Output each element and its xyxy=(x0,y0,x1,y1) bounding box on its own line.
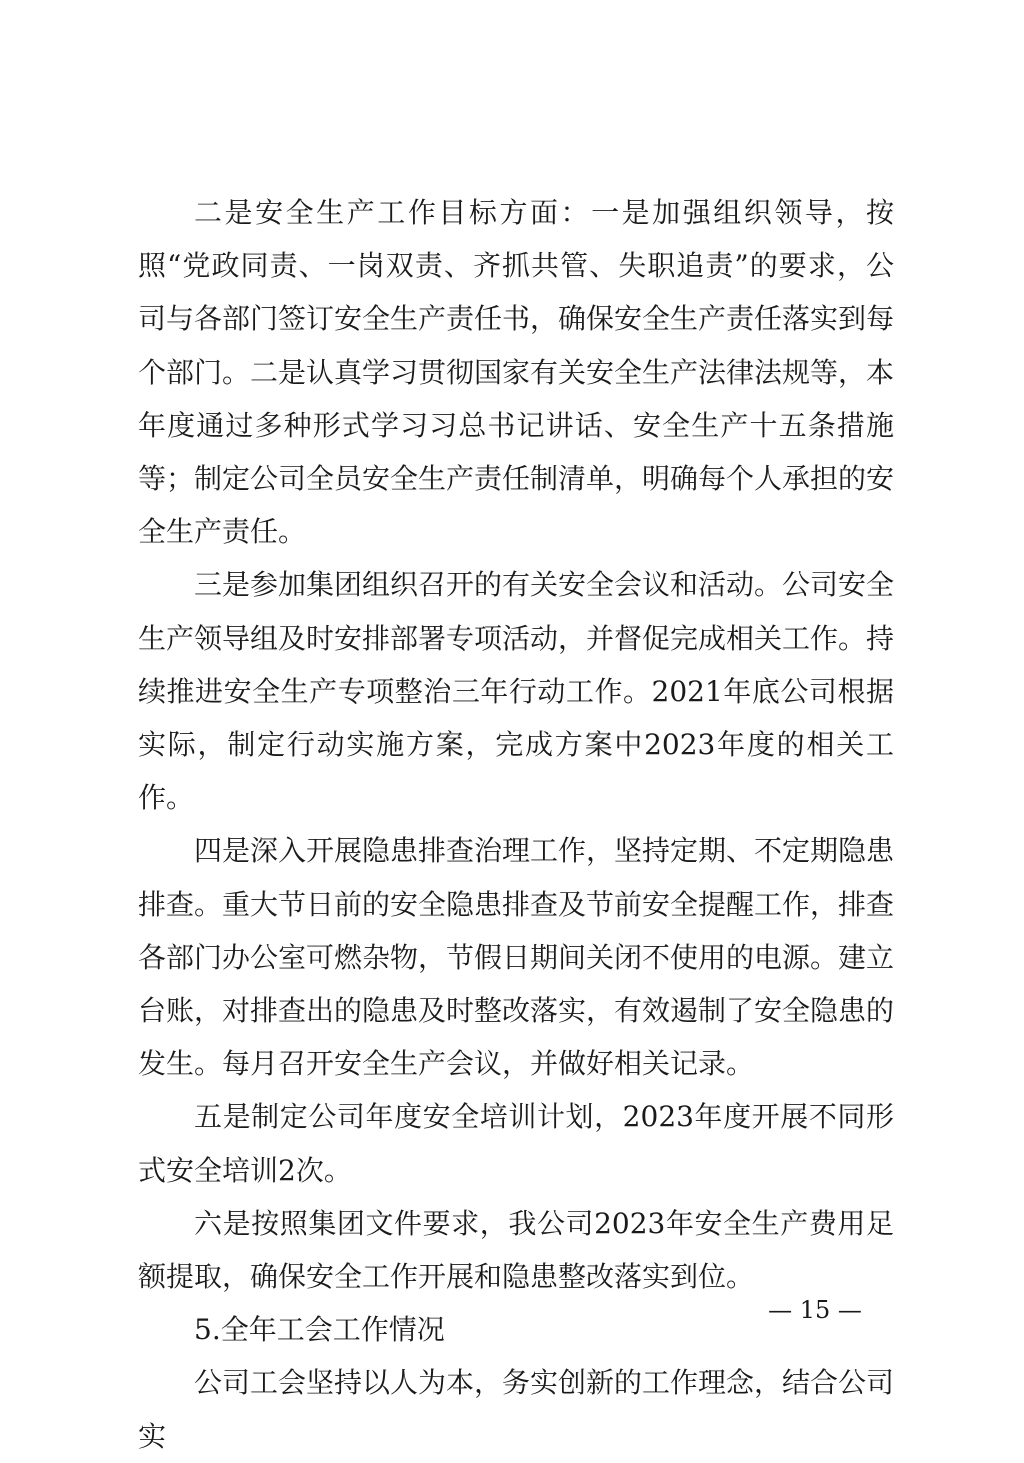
paragraph-union-work: 公司工会坚持以人为本，务实创新的工作理念，结合公司实 xyxy=(138,1366,895,1453)
paragraph-hazard-inspection: 四是深入开展隐患排查治理工作，坚持定期、不定期隐患排查。重大节日前的安全隐患排查及节前安全提醒工作，排查各部门办公室可燃杂物，节假日期间关闭不使用的电源。建立台账，对排查出的隐患及时整改落实，有效遏制了安全隐患的发生。每月召开安全生产会议，并做好相关记录。 xyxy=(138,834,895,1081)
page-number: — 15 — xyxy=(768,1296,862,1324)
paragraph-safety-goals: 二是安全生产工作目标方面：一是加强组织领导，按照“党政同责、一岗双责、齐抓共管、失职追责”的要求，公司与各部门签订安全生产责任书，确保安全生产责任落实到每个部门。二是认真学习贯彻国家有关安全生产法律法规等，本年度通过多种形式学习习总书记讲话、安全生产十五条措施等；制定公司全员安全生产责任制清单，明确每个人承担的安全生产责任。 xyxy=(138,196,895,549)
section-heading-union-work: 5.全年工会工作情况 xyxy=(194,1313,445,1347)
document-body xyxy=(138,186,894,1463)
paragraph-safety-funds: 六是按照集团文件要求，我公司2023年安全生产费用足额提取，确保安全工作开展和隐患整改落实到位。 xyxy=(138,1206,894,1294)
paragraph-training-plan: 五是制定公司年度安全培训计划，2023年度开展不同形式安全培训2次。 xyxy=(138,1100,894,1187)
paragraph-group-meetings: 三是参加集团组织召开的有关安全会议和活动。公司安全生产领导组及时安排部署专项活动，并督促完成相关工作。持续推进安全生产专项整治三年行动工作。2021年底公司根据实际，制定行动实施方案，完成方案中2023年度的相关工作。 xyxy=(138,568,895,815)
